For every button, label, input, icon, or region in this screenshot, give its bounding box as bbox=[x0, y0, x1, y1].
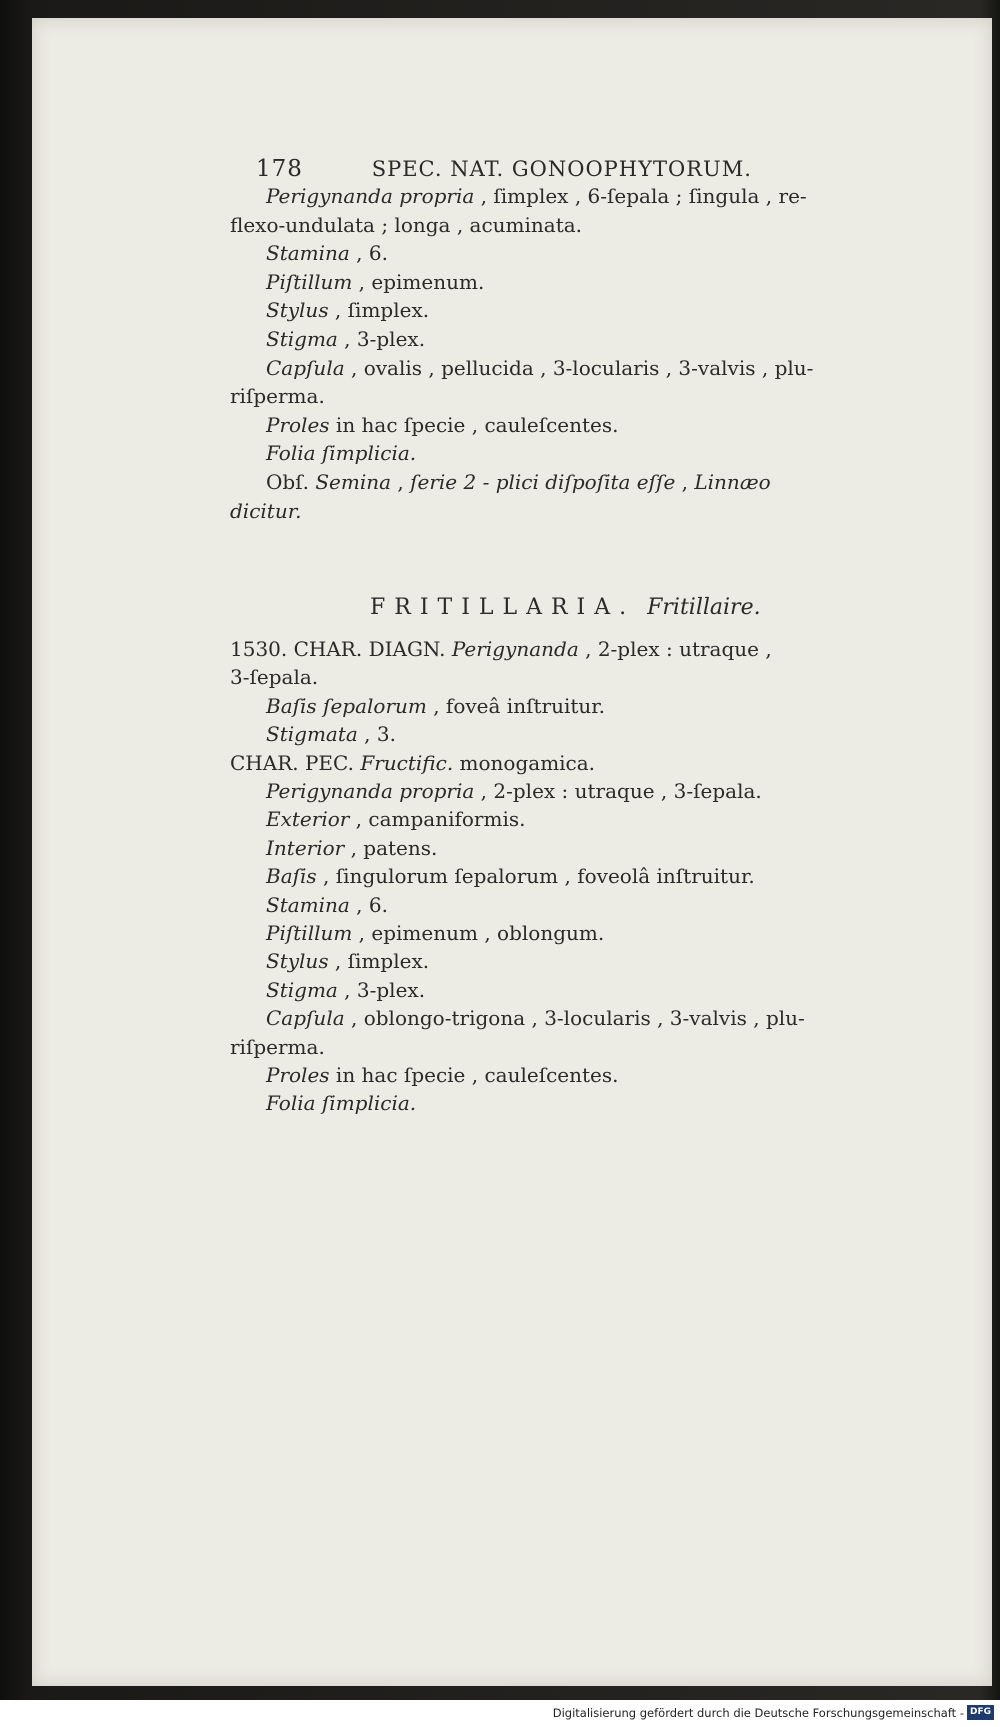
italic-term: Capſula bbox=[266, 355, 345, 380]
text-line bbox=[230, 636, 772, 663]
italic-term: Stamina bbox=[266, 241, 350, 266]
italic-term: Stamina bbox=[266, 892, 350, 917]
text-run: , 6. bbox=[349, 241, 388, 266]
italic-term: Perigynanda propria bbox=[266, 779, 475, 803]
text-line bbox=[266, 412, 619, 439]
text-run: , ovalis , pellucida , 3-locularis , 3-valvis , plu- bbox=[344, 355, 814, 380]
italic-term: dicitur. bbox=[230, 498, 302, 523]
text-run: , bbox=[675, 470, 695, 494]
funding-credit: Digitalisierung gefördert durch die Deutsche Forschungsgemeinschaft - bbox=[552, 1706, 964, 1720]
text-run: riſperma. bbox=[230, 384, 325, 409]
text-run: monogamica. bbox=[453, 750, 596, 775]
italic-term: Piſtillum bbox=[266, 269, 353, 294]
italic-term: Stylus bbox=[266, 949, 329, 974]
italic-term: Folia ſimplicia. bbox=[266, 1091, 417, 1116]
text-line bbox=[266, 778, 762, 805]
text-run: , ſimplex. bbox=[328, 298, 430, 323]
text-run: CHAR. PEC. bbox=[230, 750, 361, 775]
digitization-footer bbox=[0, 1700, 1000, 1727]
italic-term: Folia ſimplicia. bbox=[266, 441, 417, 466]
text-run: , epimenum. bbox=[352, 269, 485, 294]
running-title: SPEC. NAT. GONOOPHYTORUM. bbox=[371, 157, 752, 181]
italic-term: Perigynanda propria bbox=[266, 184, 475, 208]
text-run: , 3. bbox=[357, 722, 396, 747]
text-run: Obſ. bbox=[266, 470, 316, 494]
text-line bbox=[266, 1005, 805, 1032]
page-header bbox=[256, 156, 856, 182]
section-title-french: Fritillaire. bbox=[647, 595, 761, 620]
text-line bbox=[266, 469, 771, 496]
text-line bbox=[266, 269, 484, 296]
text-run: , 2-plex : utraque , bbox=[578, 637, 772, 661]
text-run: , foveâ inſtruitur. bbox=[426, 693, 605, 718]
italic-term: Stigmata bbox=[266, 722, 358, 747]
text-run: , patens. bbox=[344, 835, 438, 860]
page-number: 178 bbox=[256, 156, 303, 182]
text-line bbox=[230, 750, 595, 777]
text-line bbox=[266, 1062, 619, 1089]
text-run: riſperma. bbox=[230, 1034, 325, 1059]
text-run: , 3-plex. bbox=[337, 327, 426, 351]
italic-term: Stylus bbox=[266, 298, 329, 323]
italic-term: Exterior bbox=[266, 807, 350, 832]
text-line bbox=[266, 977, 425, 1004]
text-run: in hac ſpecie , cauleſcentes. bbox=[329, 1063, 619, 1087]
italic-term: Baſis bbox=[266, 864, 317, 889]
text-line bbox=[230, 383, 325, 410]
text-line bbox=[266, 892, 388, 919]
text-line bbox=[230, 664, 318, 691]
text-line bbox=[266, 693, 605, 720]
italic-term: Semina bbox=[315, 470, 392, 494]
text-run: , 6. bbox=[349, 892, 388, 917]
text-line bbox=[266, 920, 604, 947]
italic-term: Interior bbox=[266, 835, 345, 860]
text-run: , campaniformis. bbox=[349, 807, 526, 832]
section-title-latin: FRITILLARIA. bbox=[370, 595, 636, 620]
section-heading bbox=[370, 595, 761, 620]
text-run: , ſimplex. bbox=[328, 949, 430, 974]
text-line bbox=[266, 297, 429, 324]
text-run: , bbox=[391, 470, 411, 494]
text-line bbox=[230, 212, 582, 239]
text-run: , 2-plex : utraque , 3-ſepala. bbox=[474, 779, 762, 803]
text-line bbox=[266, 863, 755, 890]
text-run: , oblongo-trigona , 3-locularis , 3-valvis , plu- bbox=[344, 1006, 805, 1031]
text-run: flexo-undulata ; longa , acuminata. bbox=[230, 212, 583, 237]
text-run: , ſingulorum ſepalorum , foveolâ inſtruitur. bbox=[316, 864, 755, 889]
text-line bbox=[230, 1034, 325, 1061]
text-line bbox=[266, 240, 388, 267]
text-line bbox=[266, 721, 396, 748]
text-line bbox=[266, 1090, 416, 1117]
italic-term: Capſula bbox=[266, 1006, 345, 1031]
text-line bbox=[230, 498, 301, 525]
italic-term: Piſtillum bbox=[266, 921, 353, 945]
italic-term: Proles bbox=[266, 412, 330, 437]
italic-term: Stigma bbox=[266, 977, 338, 1002]
text-line bbox=[266, 440, 416, 467]
italic-term: ſerie 2 - plici diſpoſita eſſe bbox=[410, 470, 676, 494]
italic-term: Perigynanda bbox=[451, 637, 579, 661]
italic-term: Proles bbox=[266, 1063, 330, 1087]
text-line bbox=[266, 835, 437, 862]
text-line bbox=[266, 806, 525, 833]
text-line bbox=[266, 355, 813, 382]
dfg-logo: DFG bbox=[967, 1705, 994, 1720]
italic-term: Stigma bbox=[266, 327, 338, 351]
book-page bbox=[32, 18, 992, 1686]
text-run: in hac ſpecie , cauleſcentes. bbox=[329, 412, 619, 437]
italic-term: Linnæo bbox=[694, 470, 771, 494]
italic-term: Baſis ſepalorum bbox=[266, 693, 427, 718]
text-run: 3-ſepala. bbox=[230, 665, 319, 690]
text-line bbox=[266, 948, 429, 975]
text-run: , ſimplex , 6-ſepala ; ſingula , re- bbox=[474, 184, 807, 208]
italic-term: Fructific. bbox=[360, 750, 454, 775]
text-run: , 3-plex. bbox=[337, 977, 426, 1002]
text-run: , epimenum , oblongum. bbox=[352, 921, 605, 945]
text-run: 1530. CHAR. DIAGN. bbox=[230, 637, 452, 661]
text-line bbox=[266, 183, 807, 210]
text-line bbox=[266, 326, 425, 353]
